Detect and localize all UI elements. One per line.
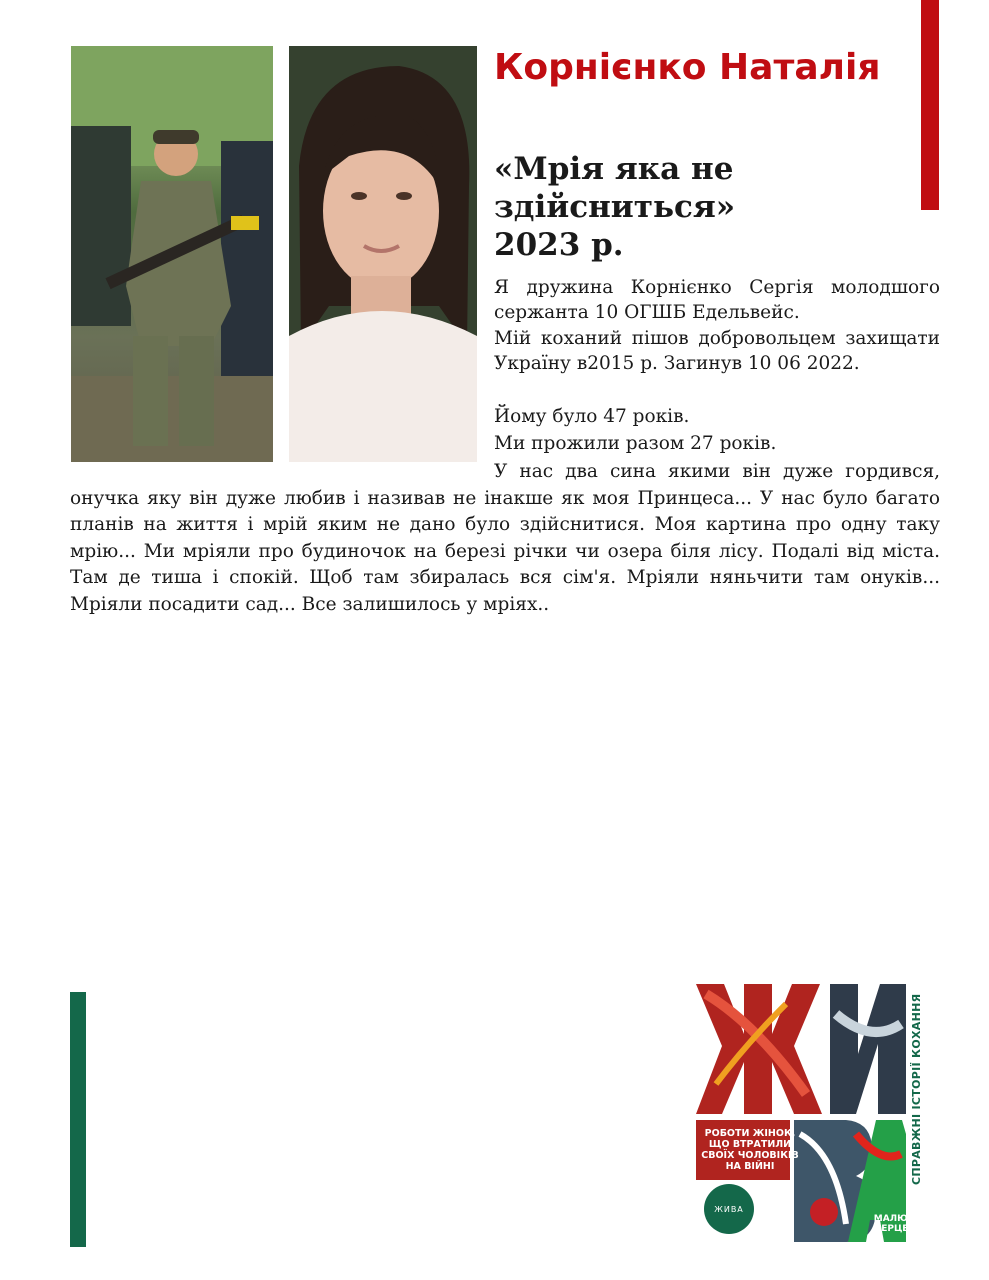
- book-cover-tagline: МАЛЮЮ СЕРЦЕМ: [873, 1214, 919, 1234]
- story-paragraph-5-rest: онучка яку він дуже любив і називав не інакше як моя Принцеса... У нас було багато планів на життя і мрій яким не дано було здійснитися. Моя картина про одну таку мрію... Ми мріяли про будиночок на березі річки чи озера біля лісу. Подалі від міста. Там де тиша і спокій. Щоб там збиралась вся сім'я. Мріяли няньчити там онуків... Мріяли посадити сад... Все залишилось у мріях..: [70, 487, 940, 615]
- book-cover-logo: [704, 1184, 754, 1234]
- story-paragraph-4: Ми прожили разом 27 років.: [494, 433, 777, 454]
- soldier-photo: [71, 46, 273, 462]
- book-cover: [696, 984, 940, 1244]
- story-paragraph-2: Мій коханий пішов добровольцем захищати Україну в2015 р. Загинув 10 06 2022.: [494, 328, 940, 374]
- artwork-year: 2023 р.: [494, 227, 624, 263]
- book-cover-side-text: СПРАВЖНІ ІСТОРІЇ КОХАННЯ: [910, 993, 923, 1185]
- red-accent-bar: [921, 0, 939, 210]
- story-paragraph-5-lead: У нас два сина якими він дуже гордився,: [494, 461, 940, 482]
- story-paragraph-1: Я дружина Корнієнко Сергія молодшого сержанта 10 ОГШБ Едельвейс.: [494, 277, 940, 323]
- artwork-title-line-2: здійсниться»: [494, 189, 736, 225]
- green-accent-bar: [70, 992, 86, 1247]
- author-name: Корнієнко Наталія: [494, 47, 881, 88]
- artwork-title-line-1: «Мрія яка не: [494, 151, 734, 187]
- artwork-title: [494, 150, 824, 264]
- book-cover-blurb: РОБОТИ ЖІНОК, ЩО ВТРАТИЛИ СВОЇХ ЧОЛОВІКІВ НА ВІЙНІ: [701, 1128, 799, 1172]
- author-photo: [289, 46, 477, 462]
- book-cover-logo-text: ЖИВА: [714, 1204, 744, 1214]
- story-paragraph-5: [70, 459, 940, 618]
- story-paragraph-3: Йому було 47 років.: [494, 406, 690, 427]
